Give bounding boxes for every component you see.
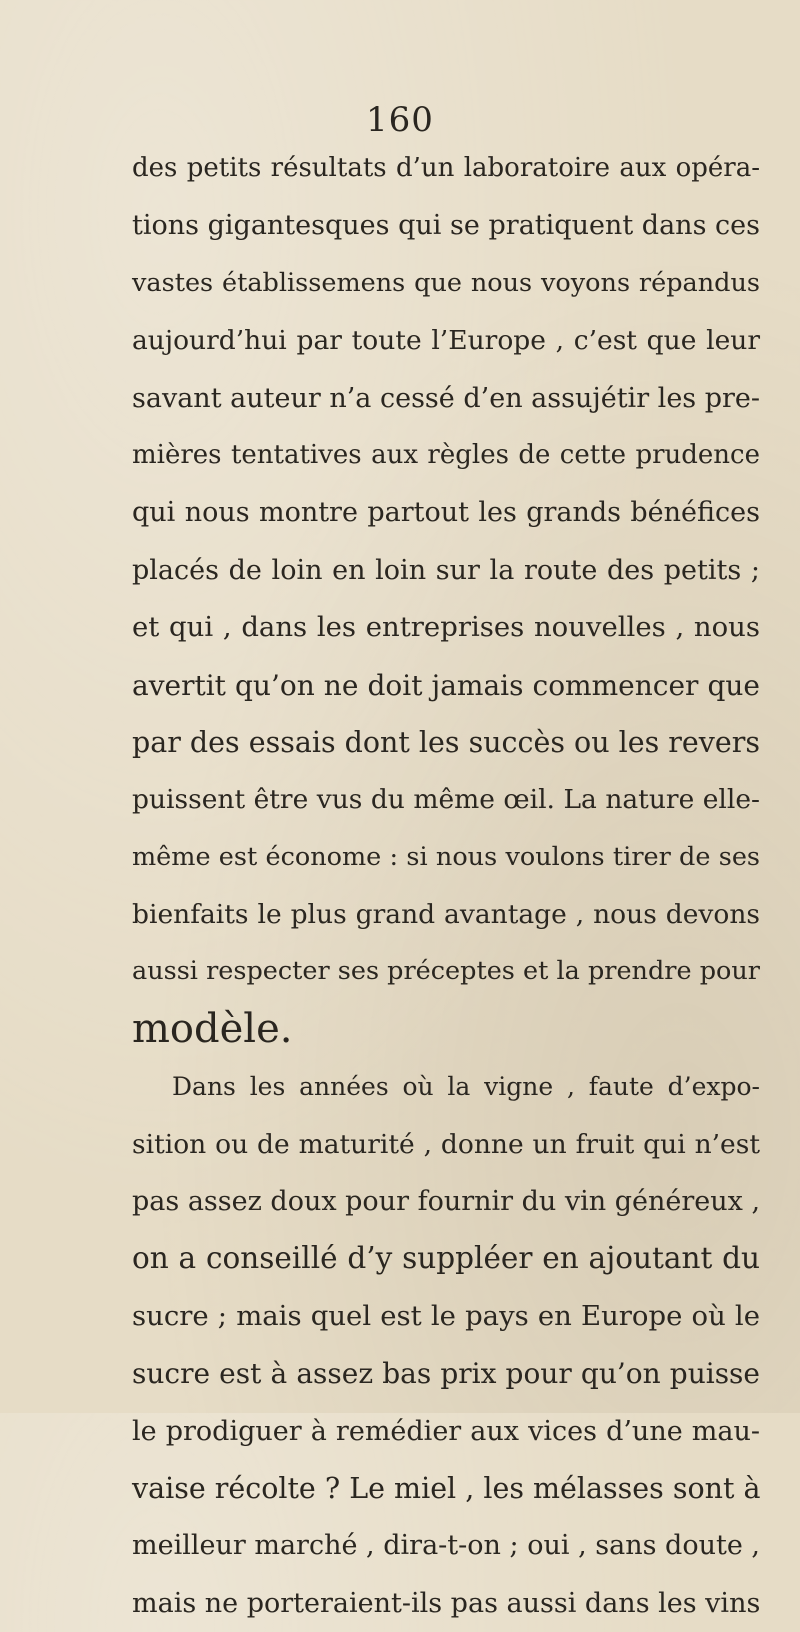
text-line: savant auteur n’a cessé d’en assujétir les pre- [132,382,761,414]
text-line: par des essais dont les succès ou les revers [132,725,760,759]
text-line: qui nous montre partout les grands bénéfices [132,497,760,529]
text-line: le prodiguer à remédier aux vices d’une mau- [132,1415,760,1447]
text-line: tions gigantesques qui se pratiquent dans ces [132,210,760,242]
body-text [132,140,760,1632]
paragraph-end-line: modèle. [132,1005,293,1052]
text-line: vaise récolte ? Le miel , les mélasses sont à [132,1471,761,1505]
text-line: et qui , dans les entreprises nouvelles , nous [132,611,760,644]
text-line: sucre ; mais quel est le pays en Europe où le [132,1299,760,1332]
text-line: mières tentatives aux règles de cette prudence [132,439,760,470]
text-line: bienfaits le plus grand avantage , nous devons [132,899,760,931]
page-number: 160 [366,100,434,140]
text-line: placés de loin en loin sur la route des petits ; [132,554,760,586]
text-line: vastes établissemens que nous voyons répandus [132,267,760,298]
text-line: sition ou de maturité , donne un fruit qui n’est [132,1128,760,1160]
text-line: des petits résultats d’un laboratoire aux opéra- [132,153,760,183]
text-line: meilleur marché , dira-t-on ; oui , sans doute , [132,1530,760,1562]
text-line: puissent être vus du même œil. La nature elle- [132,784,760,816]
text-line: sucre est à assez bas prix pour qu’on puisse [132,1357,760,1391]
text-line: mais ne porteraient-ils pas aussi dans les vins [132,1587,761,1619]
text-line: on a conseillé d’y suppléer en ajoutant du [132,1241,760,1276]
text-line: aujourd’hui par toute l’Europe , c’est que leur [132,325,760,357]
text-line: même est économe : si nous voulons tirer de ses [132,841,760,872]
text-line: avertit qu’on ne doit jamais commencer que [132,668,760,702]
text-line: pas assez doux pour fournir du vin généreux , [132,1186,761,1218]
paragraph-start-line: Dans les années où la vigne , faute d’expo- [172,1072,760,1102]
text-line: aussi respecter ses préceptes et la prendre pour [132,956,760,987]
